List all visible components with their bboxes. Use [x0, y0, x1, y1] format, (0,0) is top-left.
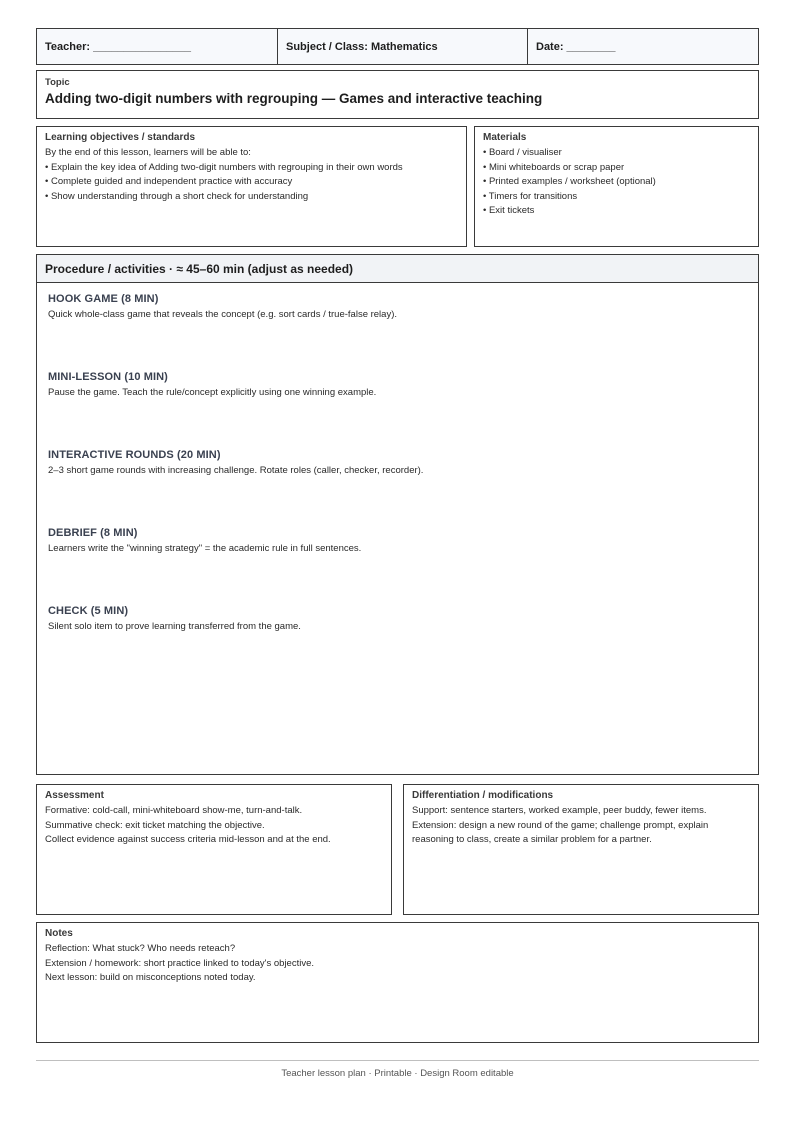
materials-section — [474, 126, 759, 247]
procedure-section — [36, 254, 759, 775]
notes-line: Extension / homework: short practice linked to today's objective. — [45, 957, 315, 969]
materials-line: • Exit tickets — [483, 205, 535, 216]
materials-line: • Printed examples / worksheet (optional) — [483, 176, 656, 187]
date-field[interactable]: Date: ________ — [527, 29, 758, 64]
differentiation-line: Support: sentence starters, worked example, peer buddy, fewer items. — [412, 805, 707, 816]
procedure-step[interactable] — [48, 527, 361, 554]
materials-line: • Mini whiteboards or scrap paper — [483, 161, 625, 173]
differentiation-line: reasoning to class, create a similar problem for a partner. — [412, 834, 652, 845]
step-title: CHECK (5 MIN) — [48, 605, 129, 617]
assessment-section — [36, 784, 392, 915]
procedure-heading: Procedure / activities · ≈ 45–60 min (adjust as needed) — [37, 255, 758, 283]
footer-divider — [36, 1060, 759, 1061]
objectives-list[interactable] — [45, 146, 458, 204]
topic-label: Topic — [45, 77, 70, 88]
materials-list[interactable] — [483, 146, 750, 219]
subject-class-field[interactable]: Subject / Class: Mathematics — [277, 29, 527, 64]
differentiation-section — [403, 784, 759, 915]
materials-label: Materials — [483, 132, 527, 143]
procedure-step[interactable] — [48, 449, 423, 476]
step-title: HOOK GAME (8 MIN) — [48, 293, 159, 305]
step-title: DEBRIEF (8 MIN) — [48, 527, 138, 539]
procedure-step[interactable] — [48, 371, 376, 398]
notes-line: Next lesson: build on misconceptions noted today. — [45, 972, 256, 983]
step-description: 2–3 short game rounds with increasing challenge. Rotate roles (caller, checker, recorder). — [48, 465, 424, 476]
topic-section — [36, 70, 759, 119]
objectives-line: By the end of this lesson, learners will be able to: — [45, 147, 251, 158]
assessment-label: Assessment — [45, 790, 104, 801]
notes-line: Reflection: What stuck? Who needs reteach? — [45, 943, 236, 954]
procedure-step[interactable] — [48, 293, 397, 320]
teacher-field[interactable]: Teacher: ________________ — [45, 40, 191, 53]
notes-label: Notes — [45, 928, 73, 939]
materials-line: • Timers for transitions — [483, 190, 578, 202]
assessment-line: Collect evidence against success criteria mid-lesson and at the end. — [45, 834, 331, 845]
materials-line: • Board / visualiser — [483, 147, 562, 158]
objectives-section — [36, 126, 467, 247]
objectives-line: • Complete guided and independent practice with accuracy — [45, 176, 293, 187]
page-footer: Teacher lesson plan · Printable · Design Room editable — [281, 1068, 514, 1079]
differentiation-line: Extension: design a new round of the game; challenge prompt, explain — [412, 819, 709, 831]
assessment-line: Formative: cold-call, mini-whiteboard show-me, turn-and-talk. — [45, 805, 303, 816]
objectives-label: Learning objectives / standards — [45, 132, 196, 143]
procedure-step[interactable] — [48, 605, 301, 632]
notes-section — [36, 922, 759, 1043]
step-description: Silent solo item to prove learning transferred from the game. — [48, 621, 301, 632]
assessment-line: Summative check: exit ticket matching the objective. — [45, 819, 265, 831]
step-title: INTERACTIVE ROUNDS (20 MIN) — [48, 449, 221, 461]
step-title: MINI-LESSON (10 MIN) — [48, 371, 168, 383]
topic-title[interactable]: Adding two-digit numbers with regrouping — Games and interactive teaching — [45, 91, 543, 106]
step-description: Learners write the "winning strategy" = the academic rule in full sentences. — [48, 543, 362, 554]
objectives-line: • Show understanding through a short check for understanding — [45, 190, 309, 202]
differentiation-label: Differentiation / modifications — [412, 790, 554, 801]
objectives-line: • Explain the key idea of Adding two-digit numbers with regrouping in their own words — [45, 161, 403, 173]
step-description: Quick whole-class game that reveals the concept (e.g. sort cards / true-false relay). — [48, 309, 398, 320]
notes-text[interactable] — [45, 942, 750, 986]
assessment-text[interactable] — [45, 804, 383, 848]
step-description: Pause the game. Teach the rule/concept explicitly using one winning example. — [48, 387, 377, 398]
header-row — [36, 28, 759, 65]
differentiation-text[interactable] — [412, 804, 750, 848]
